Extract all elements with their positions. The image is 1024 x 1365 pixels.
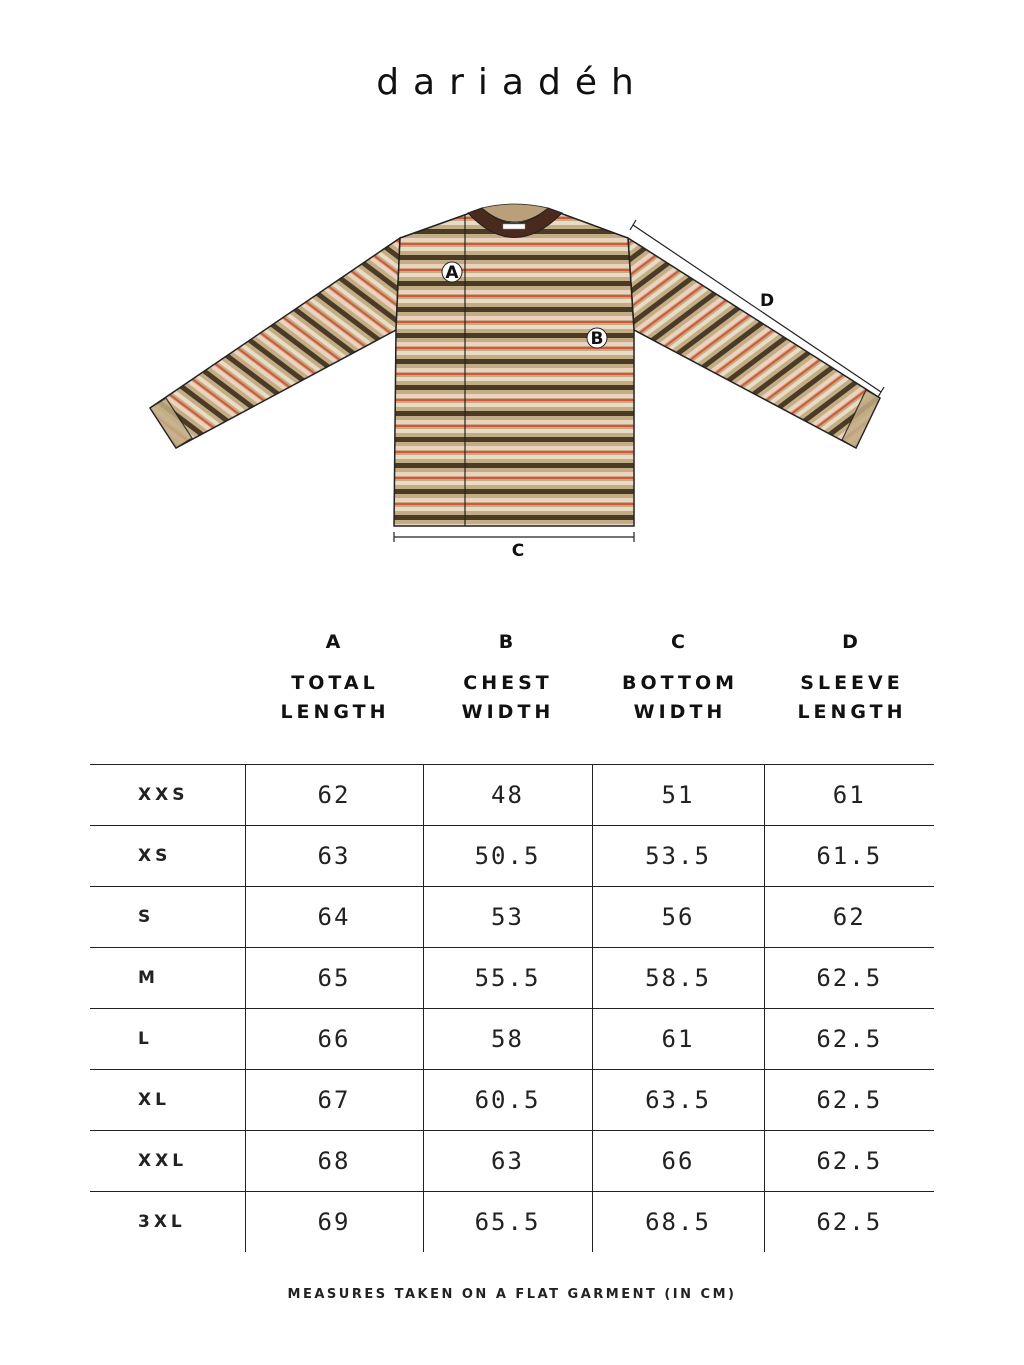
label-d: D xyxy=(759,291,775,311)
total-length-cell: 64 xyxy=(245,887,423,948)
size-label: M xyxy=(90,948,245,1009)
bottom-width-cell: 58.5 xyxy=(592,948,764,1009)
table-row xyxy=(90,1192,934,1253)
table-row xyxy=(90,1070,934,1131)
size-label: XS xyxy=(90,826,245,887)
chest-width-cell: 58 xyxy=(423,1009,592,1070)
bottom-width-cell: 51 xyxy=(592,765,764,826)
total-length-cell: 69 xyxy=(245,1192,423,1253)
size-table xyxy=(90,764,934,1252)
sleeve-length-cell: 62.5 xyxy=(764,1070,934,1131)
bottom-width-cell: 63.5 xyxy=(592,1070,764,1131)
size-label: S xyxy=(90,887,245,948)
total-length-cell: 65 xyxy=(245,948,423,1009)
bottom-width-cell: 66 xyxy=(592,1131,764,1192)
label-b: B xyxy=(590,329,604,349)
column-header-c xyxy=(595,628,765,727)
bottom-width-cell: 53.5 xyxy=(592,826,764,887)
sleeve-length-cell: 62.5 xyxy=(764,1131,934,1192)
garment-body xyxy=(394,213,634,526)
chest-width-cell: 60.5 xyxy=(423,1070,592,1131)
column-letter: D xyxy=(842,631,862,653)
sleeve-length-cell: 62.5 xyxy=(764,1192,934,1253)
footnote: MEASURES TAKEN ON A FLAT GARMENT (IN CM) xyxy=(287,1287,737,1302)
column-letter: A xyxy=(325,631,345,653)
sleeve-length-cell: 62.5 xyxy=(764,1009,934,1070)
size-label: 3XL xyxy=(90,1192,245,1253)
label-a: A xyxy=(445,263,459,283)
bottom-width-cell: 61 xyxy=(592,1009,764,1070)
brand-logo: dariadéh xyxy=(376,62,648,103)
column-name-line1: SLEEVE xyxy=(800,672,904,694)
left-sleeve xyxy=(150,238,400,448)
chest-width-cell: 53 xyxy=(423,887,592,948)
column-name-line1: BOTTOM xyxy=(621,672,739,694)
column-name-line1: CHEST xyxy=(463,672,553,694)
table-row xyxy=(90,1009,934,1070)
total-length-cell: 68 xyxy=(245,1131,423,1192)
table-row xyxy=(90,826,934,887)
column-name-line1: TOTAL xyxy=(291,672,379,694)
sleeve-length-cell: 62 xyxy=(764,887,934,948)
total-length-cell: 62 xyxy=(245,765,423,826)
table-row xyxy=(90,1131,934,1192)
sleeve-length-cell: 62.5 xyxy=(764,948,934,1009)
column-header-b xyxy=(423,628,593,727)
total-length-cell: 66 xyxy=(245,1009,423,1070)
size-label: XL xyxy=(90,1070,245,1131)
column-name-line2: LENGTH xyxy=(280,701,390,723)
total-length-cell: 63 xyxy=(245,826,423,887)
label-c: C xyxy=(511,541,525,561)
garment-diagram xyxy=(0,150,1024,570)
bottom-width-cell: 56 xyxy=(592,887,764,948)
chest-width-cell: 55.5 xyxy=(423,948,592,1009)
bottom-width-cell: 68.5 xyxy=(592,1192,764,1253)
table-row xyxy=(90,948,934,1009)
sleeve-length-cell: 61 xyxy=(764,765,934,826)
size-label: XXL xyxy=(90,1131,245,1192)
table-row xyxy=(90,887,934,948)
chest-width-cell: 63 xyxy=(423,1131,592,1192)
column-letter: C xyxy=(671,631,689,653)
column-letter: B xyxy=(498,631,518,653)
column-header-d xyxy=(767,628,937,727)
neck-label xyxy=(503,224,525,229)
chest-width-cell: 50.5 xyxy=(423,826,592,887)
size-label: L xyxy=(90,1009,245,1070)
column-name-line2: LENGTH xyxy=(797,701,907,723)
right-sleeve xyxy=(628,238,880,448)
total-length-cell: 67 xyxy=(245,1070,423,1131)
table-row xyxy=(90,765,934,826)
column-name-line2: WIDTH xyxy=(633,701,727,723)
size-label: XXS xyxy=(90,765,245,826)
column-name-line2: WIDTH xyxy=(461,701,555,723)
chest-width-cell: 65.5 xyxy=(423,1192,592,1253)
chest-width-cell: 48 xyxy=(423,765,592,826)
sleeve-length-cell: 61.5 xyxy=(764,826,934,887)
column-header-a xyxy=(250,628,420,727)
